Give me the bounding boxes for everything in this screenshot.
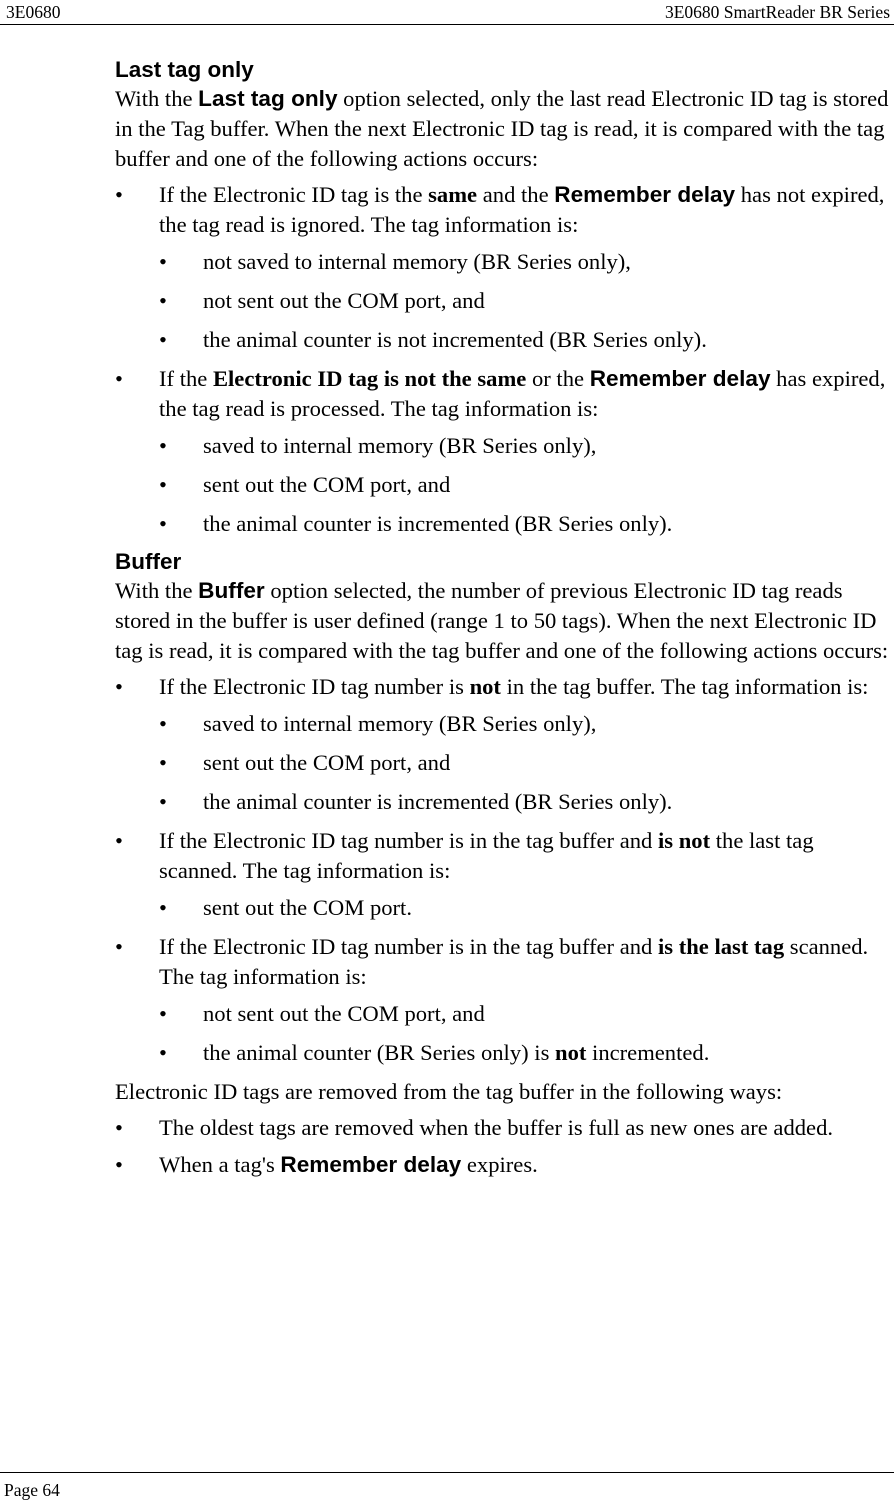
text-run: If the Electronic ID tag number is in the tag buffer and xyxy=(159,828,658,853)
sub-item-text: the animal counter is incremented (BR Series only). xyxy=(203,789,673,814)
option-name: Remember delay xyxy=(589,366,771,391)
bullet: • xyxy=(159,327,167,352)
sub-list xyxy=(159,893,890,923)
section-intro-buffer xyxy=(115,576,890,666)
bullet: • xyxy=(159,750,167,775)
sub-list-item xyxy=(159,1038,890,1068)
sub-list-item xyxy=(159,748,890,778)
list-item xyxy=(115,1150,890,1180)
bullet: • xyxy=(159,511,167,536)
list-item xyxy=(115,932,890,1068)
bullet: • xyxy=(115,1152,123,1177)
text-run: in the tag buffer. The tag information is: xyxy=(500,674,869,699)
sub-list-item xyxy=(159,286,890,316)
list-item xyxy=(115,180,890,355)
sub-item-text: not sent out the COM port, and xyxy=(203,1001,485,1026)
text-run: With the xyxy=(115,578,199,603)
page-footer xyxy=(0,1472,894,1500)
bullet: • xyxy=(115,1115,123,1140)
sub-list xyxy=(159,999,890,1068)
section-heading-buffer: Buffer xyxy=(115,549,182,574)
text-run: With the xyxy=(115,86,199,111)
text-run: has not expired, the tag read is ignored. The tag information is: xyxy=(159,182,885,237)
text-run: the last tag scanned. The tag information is: xyxy=(159,828,814,883)
text-run: If the Electronic ID tag number is in the tag buffer and xyxy=(159,934,658,959)
sub-list-item xyxy=(159,787,890,817)
sub-item-text: sent out the COM port. xyxy=(203,895,412,920)
sub-list xyxy=(159,709,890,817)
emphasis: is not xyxy=(657,828,711,853)
removal-list xyxy=(115,1113,890,1180)
sub-list xyxy=(159,431,890,539)
text-run: If the Electronic ID tag is the xyxy=(159,182,429,207)
bullet: • xyxy=(159,789,167,814)
page-content xyxy=(115,56,890,1187)
sub-list-item xyxy=(159,709,890,739)
list-item xyxy=(115,672,890,817)
text-run: and the xyxy=(477,182,555,207)
list-item xyxy=(115,826,890,923)
sub-item-text: sent out the COM port, and xyxy=(203,750,451,775)
section-intro-last-tag-only xyxy=(115,84,890,174)
text-run: option selected, only the last read Electronic ID tag is stored in the Tag buffer. When the next Electronic ID tag is read, it is compared with the tag buffer and one of the following actions occurs: xyxy=(115,86,889,171)
sub-item-text: not sent out the COM port, and xyxy=(203,288,485,313)
section-heading-last-tag-only: Last tag only xyxy=(115,57,254,82)
text-run: The oldest tags are removed when the buffer is full as new ones are added. xyxy=(159,1115,834,1140)
sub-item-text: saved to internal memory (BR Series only), xyxy=(203,433,597,458)
bullet: • xyxy=(159,249,167,274)
page-header xyxy=(0,0,894,25)
header-doc-title: 3E0680 SmartReader BR Series xyxy=(664,2,890,22)
sub-list-item xyxy=(159,247,890,277)
actions-list-last-tag-only xyxy=(115,180,890,539)
bullet: • xyxy=(159,288,167,313)
sub-list-item xyxy=(159,431,890,461)
text-run: has expired, the tag read is processed. The tag information is: xyxy=(159,366,886,421)
list-item xyxy=(115,364,890,539)
bullet: • xyxy=(115,366,123,391)
sub-item-text: sent out the COM port, and xyxy=(203,472,451,497)
option-name: Remember delay xyxy=(280,1152,462,1177)
removal-intro: Electronic ID tags are removed from the tag buffer in the following ways: xyxy=(115,1079,783,1104)
option-name: Buffer xyxy=(198,578,265,603)
bullet: • xyxy=(115,934,123,959)
list-item xyxy=(115,1113,890,1143)
text-run: the animal counter (BR Series only) is xyxy=(203,1040,556,1065)
bullet: • xyxy=(159,472,167,497)
sub-list-item xyxy=(159,999,890,1029)
bullet: • xyxy=(115,828,123,853)
bullet: • xyxy=(159,1001,167,1026)
sub-list-item xyxy=(159,509,890,539)
bullet: • xyxy=(159,895,167,920)
sub-list-item xyxy=(159,325,890,355)
text-run: or the xyxy=(526,366,590,391)
option-name: Remember delay xyxy=(554,182,736,207)
page-number: Page 64 xyxy=(4,1480,60,1500)
text-run: scanned. The tag information is: xyxy=(159,934,869,989)
sub-list-item xyxy=(159,470,890,500)
sub-list xyxy=(159,247,890,355)
text-run: If the Electronic ID tag number is xyxy=(159,674,470,699)
sub-item-text: the animal counter is not incremented (BR Series only). xyxy=(203,327,707,352)
text-run: incremented. xyxy=(586,1040,710,1065)
sub-item-text: the animal counter is incremented (BR Series only). xyxy=(203,511,673,536)
bullet: • xyxy=(159,1040,167,1065)
sub-item-text: not saved to internal memory (BR Series only), xyxy=(203,249,631,274)
emphasis: same xyxy=(428,182,478,207)
text-run: When a tag's xyxy=(159,1152,281,1177)
text-run: If the xyxy=(159,366,213,391)
bullet: • xyxy=(159,711,167,736)
emphasis: not xyxy=(555,1040,587,1065)
actions-list-buffer xyxy=(115,672,890,1068)
emphasis: Electronic ID tag is not the same xyxy=(212,366,527,391)
emphasis: not xyxy=(469,674,501,699)
sub-item-text: saved to internal memory (BR Series only), xyxy=(203,711,597,736)
header-doc-code: 3E0680 xyxy=(6,2,61,22)
bullet: • xyxy=(115,182,123,207)
emphasis: is the last tag xyxy=(657,934,785,959)
option-name: Last tag only xyxy=(198,86,338,111)
sub-list-item xyxy=(159,893,890,923)
bullet: • xyxy=(115,674,123,699)
bullet: • xyxy=(159,433,167,458)
text-run: option selected, the number of previous Electronic ID tag reads stored in the buffer is user defined (range 1 to 50 tags). When the next Electronic ID tag is read, it is compared with the tag buffer and one of the following actions occurs: xyxy=(115,578,889,663)
text-run: expires. xyxy=(461,1152,538,1177)
